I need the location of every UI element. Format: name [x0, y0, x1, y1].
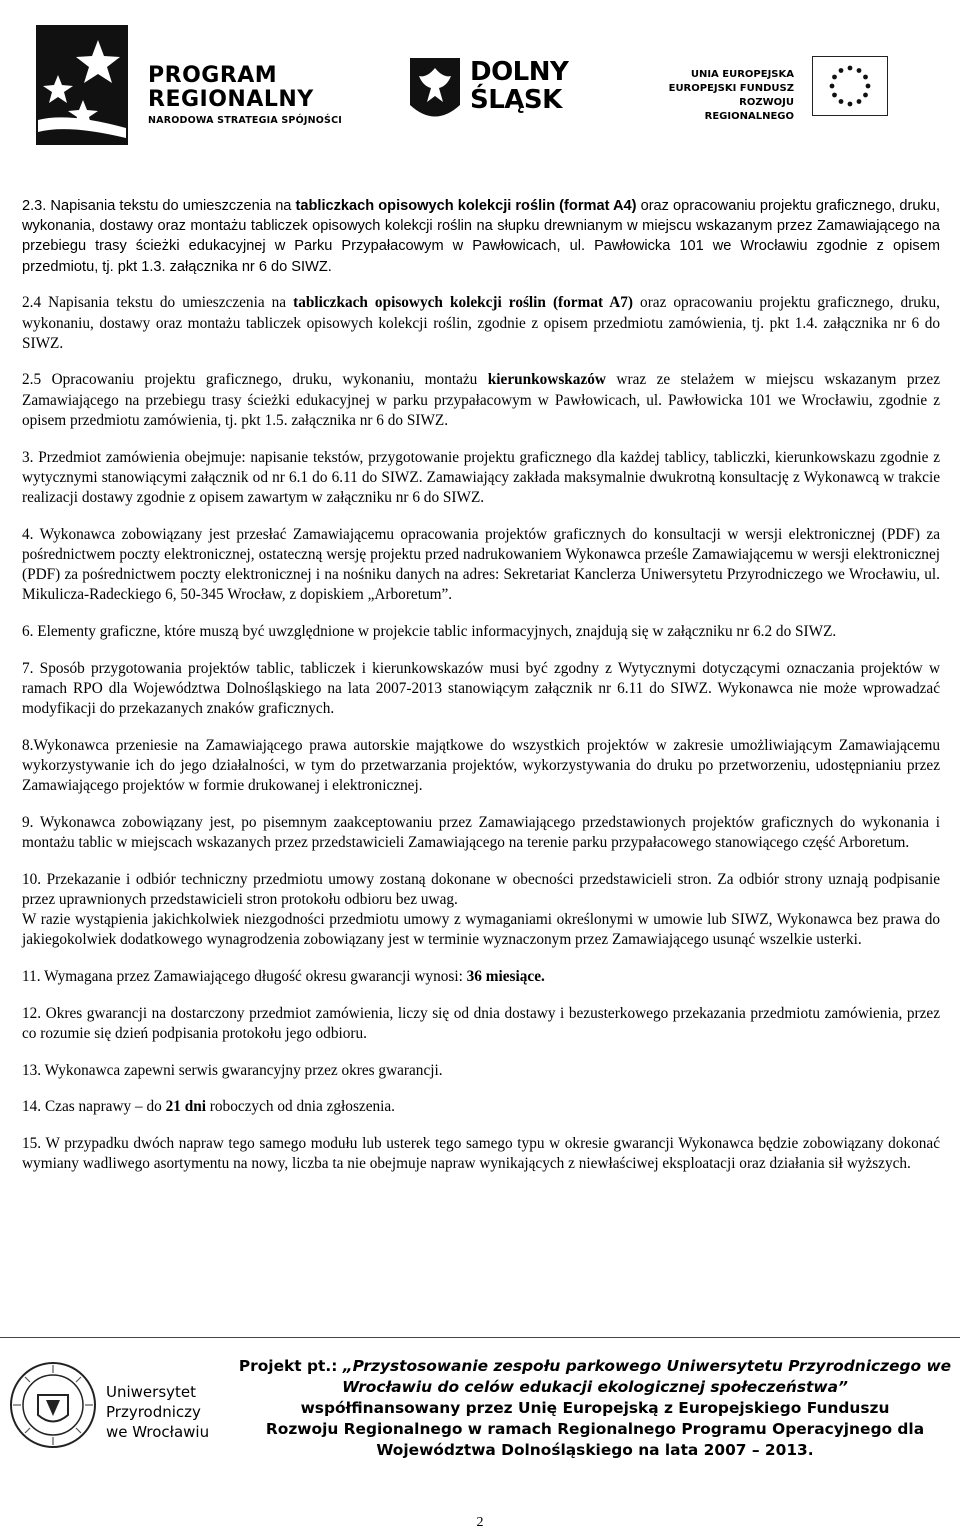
logo-program-line3: NARODOWA STRATEGIA SPÓJNOŚCI: [148, 115, 342, 126]
bold-text: tabliczkach opisowych kolekcji roślin (format A7): [293, 294, 634, 312]
paragraph-2-3: [22, 196, 940, 277]
paragraph-10: 10. Przekazanie i odbiór techniczny przedmiotu umowy zostaną dokonane w obecności przedstawicieli stron. Za odbiór strony uznają podpisanie przez uprawnionych przedstawicieli stron protokołu odbioru bez uwag.: [22, 870, 940, 908]
university-name: [106, 1382, 209, 1442]
project-title: „Przystosowanie zespołu parkowego Uniwersytetu Przyrodniczego we: [342, 1357, 952, 1375]
document-header: [0, 0, 960, 185]
program-regionalny-logo-text: [148, 64, 342, 126]
paragraph-11: [22, 967, 940, 987]
paragraph-3: 3. Przedmiot zamówienia obejmuje: napisanie tekstów, przygotowanie projektu graficznego dla każdej tablicy, tabliczki, kierunkowskazu zgodnie z wytycznymi stanowiącymi załącznik od nr 6.1 do 6.11 do SIWZ. Zamawiający zakłada maksymalnie dwukrotną konsultację z Wykonawcą w trakcie realizacji dostawy zgodnie z opisem zawartym w załączniku nr 6 do SIWZ.: [22, 448, 940, 506]
bold-text: kierunkowskazów: [487, 371, 606, 389]
text: roboczych od dnia zgłoszenia.: [205, 1098, 395, 1116]
paragraph-4: 4. Wykonawca zobowiązany jest przesłać Zamawiającemu opracowania projektów graficznych do konsultacji w wersji elektronicznej (PDF) za pośrednictwem poczty elektronicznej, ostateczną wersję projektu przed nadrukowaniem Wykonawca prześle Zamawiającemu w wersji elektronicznej (PDF) za pośrednictwem poczty elektronicznej i na nośniku danych na adres: Sekretariat Kanclerza Uniwersytetu Przyrodniczego we Wrocławiu, ul. Mikulicza-Radeckiego 6, 50-345 Wrocław, z dopiskiem „Arboretum”.: [22, 525, 940, 604]
dolny-slask-logo-text: [470, 58, 568, 114]
eu-line2: EUROPEJSKI FUNDUSZ: [668, 83, 794, 94]
paragraph-13: 13. Wykonawca zapewni serwis gwarancyjny przez okres gwarancji.: [22, 1061, 443, 1079]
text: wraz ze stelażem w miejscu wskazanym przez Zamawiającego na przebiegu trasy ścieżki edukacyjnej w parku przypałacowym w Pawłowicach, ul. Pawłowicka 101 we Wrocławiu, zgodnie z opisem przedmiotu zamówienia, tj. pkt 1.5. załącznika nr 6 do SIWZ.: [22, 371, 940, 429]
project-title-cont: Wrocławiu do celów edukacji ekologicznej społeczeństwa”: [342, 1378, 848, 1396]
eu-line1: UNIA EUROPEJSKA: [690, 69, 794, 80]
logo-program-line1: PROGRAM: [148, 63, 278, 88]
uni-line3: we Wrocławiu: [106, 1423, 210, 1441]
project-line3: współfinansowany przez Unię Europejską z Europejskiego Funduszu: [300, 1399, 890, 1417]
bold-text: tabliczkach opisowych kolekcji roślin (format A4): [295, 198, 637, 214]
paragraph-2-5: [22, 370, 940, 431]
paragraph-7: 7. Sposób przygotowania projektów tablic, tabliczek i kierunkowskazów musi być zgodny z Wytycznymi dotyczącymi oznaczania projektów w ramach RPO dla Województwa Dolnośląskiego na lata 2007-2013 stanowiącym załącznik nr 6.11 do SIWZ. Wykonawca nie może wprowadzać modyfikacji do przekazanych znaków graficznych.: [22, 659, 940, 718]
logo-program-line2: REGIONALNY: [148, 87, 314, 112]
project-line2: [238, 1377, 952, 1398]
paragraph-2-4: [22, 293, 940, 354]
logo-dolny: DOLNY: [470, 57, 569, 87]
text: oraz opracowaniu projektu graficznego, druku, wykonania, dostawy oraz montażu tabliczek opisowych kolekcji roślin na słupku drewnianym w miejscu wskazanym przez Zamawiającego na przebiegu trasy ścieżki edukacyjnej w Parku Przypałacowym w Pawłowicach, ul. Pawłowicka 101 we Wrocławiu zgodnie z opisem przedmiotu, tj. pkt 1.3. załącznika nr 6 do SIWZ.: [22, 198, 940, 275]
eu-line3: ROZWOJU REGIONALNEGO: [704, 97, 794, 122]
eu-flag-icon: [812, 56, 888, 116]
page-number: 2: [476, 1515, 484, 1530]
text: 14. Czas naprawy – do: [22, 1098, 166, 1116]
paragraph-9: 9. Wykonawca zobowiązany jest, po pisemnym zaakceptowaniu przez Zamawiającego przedstawionych projektów graficznych do wykonania i montażu tablic w miejscach wskazanych przez przedstawicieli Zamawiającego na terenie parku przypałacowego stanowiącego część Arboretum.: [22, 813, 940, 852]
paragraph-6: 6. Elementy graficzne, które muszą być uwzględnione w projekcie tablic informacyjnych, znajdują się w załączniku nr 6.2 do SIWZ.: [22, 622, 837, 640]
paragraph-8: 8.Wykonawca przeniesie na Zamawiającego prawa autorskie majątkowe do wszystkich projektów w zakresie umożliwiającym Zamawiającemu wykorzystywanie ich do jego działalności, w tym do przetwarzania projektów, wykorzystywania do druku po przetworzeniu, udostępnianiu przez Zamawiającego projektów w formie drukowanej i elektronicznej.: [22, 736, 940, 795]
project-line1: [238, 1356, 952, 1377]
document-body: [22, 196, 940, 1191]
text: 2.4 Napisania tekstu do umieszczenia na: [22, 294, 294, 312]
logo-slask: ŚLĄSK: [470, 85, 562, 115]
project-label: Projekt pt.:: [238, 1357, 343, 1375]
text: 2.5 Opracowaniu projektu graficznego, druku, wykonaniu, montażu: [22, 371, 488, 389]
project-description: [238, 1356, 952, 1461]
uni-line2: Przyrodniczy: [106, 1403, 201, 1421]
text: 11. Wymagana przez Zamawiającego długość okresu gwarancji wynosi:: [22, 968, 467, 986]
paragraph-12: 12. Okres gwarancji na dostarczony przedmiot zamówienia, liczy się od dnia dostawy i bezusterkowego przekazania przedmiotu zamówienia, przez co rozumie się dzień podpisania protokołu jego odbioru.: [22, 1004, 940, 1042]
bold-text: 21 dni: [165, 1098, 206, 1116]
university-seal-icon: [8, 1360, 98, 1450]
paragraph-15: 15. W przypadku dwóch napraw tego samego modułu lub usterek tego samego typu w okresie gwarancji Wykonawca będzie zobowiązany dokonać wymiany wadliwego asortymentu na nowy, liczba ta nie obejmuje napraw wynikających z niewłaściwej eksploatacji oraz działania sił wyższych.: [22, 1135, 940, 1173]
project-line5: Województwa Dolnośląskiego na lata 2007 – 2013.: [376, 1441, 814, 1459]
project-line4: Rozwoju Regionalnego w ramach Regionalnego Programu Operacyjnego dla: [265, 1420, 925, 1438]
footer-divider: [0, 1337, 960, 1338]
uni-line1: Uniwersytet: [106, 1383, 196, 1401]
bold-text: 36 miesiące.: [466, 968, 545, 986]
paragraph-14: [22, 1097, 940, 1117]
paragraph-10-continued: W razie wystąpienia jakichkolwiek niezgodności przedmiotu umowy z wymaganiami określonymi w umowie lub SIWZ, Wykonawca bez prawa do jakiegokolwiek dodatkowego wynagrodzenia zobowiązany jest w terminie wyznaczonym przez Zamawiającego usunąć wszelkie usterki.: [22, 911, 940, 949]
eu-logo-text: [654, 68, 794, 124]
text: 2.3. Napisania tekstu do umieszczenia na: [22, 198, 296, 214]
text: oraz opracowaniu projektu graficznego, druku, wykonaniu, dostawy oraz montażu tabliczek opisowych kolekcji roślin, zgodnie z opisem przedmiotu zamówienia, tj. pkt 1.4. załącznika nr 6 do SIWZ.: [22, 294, 940, 352]
